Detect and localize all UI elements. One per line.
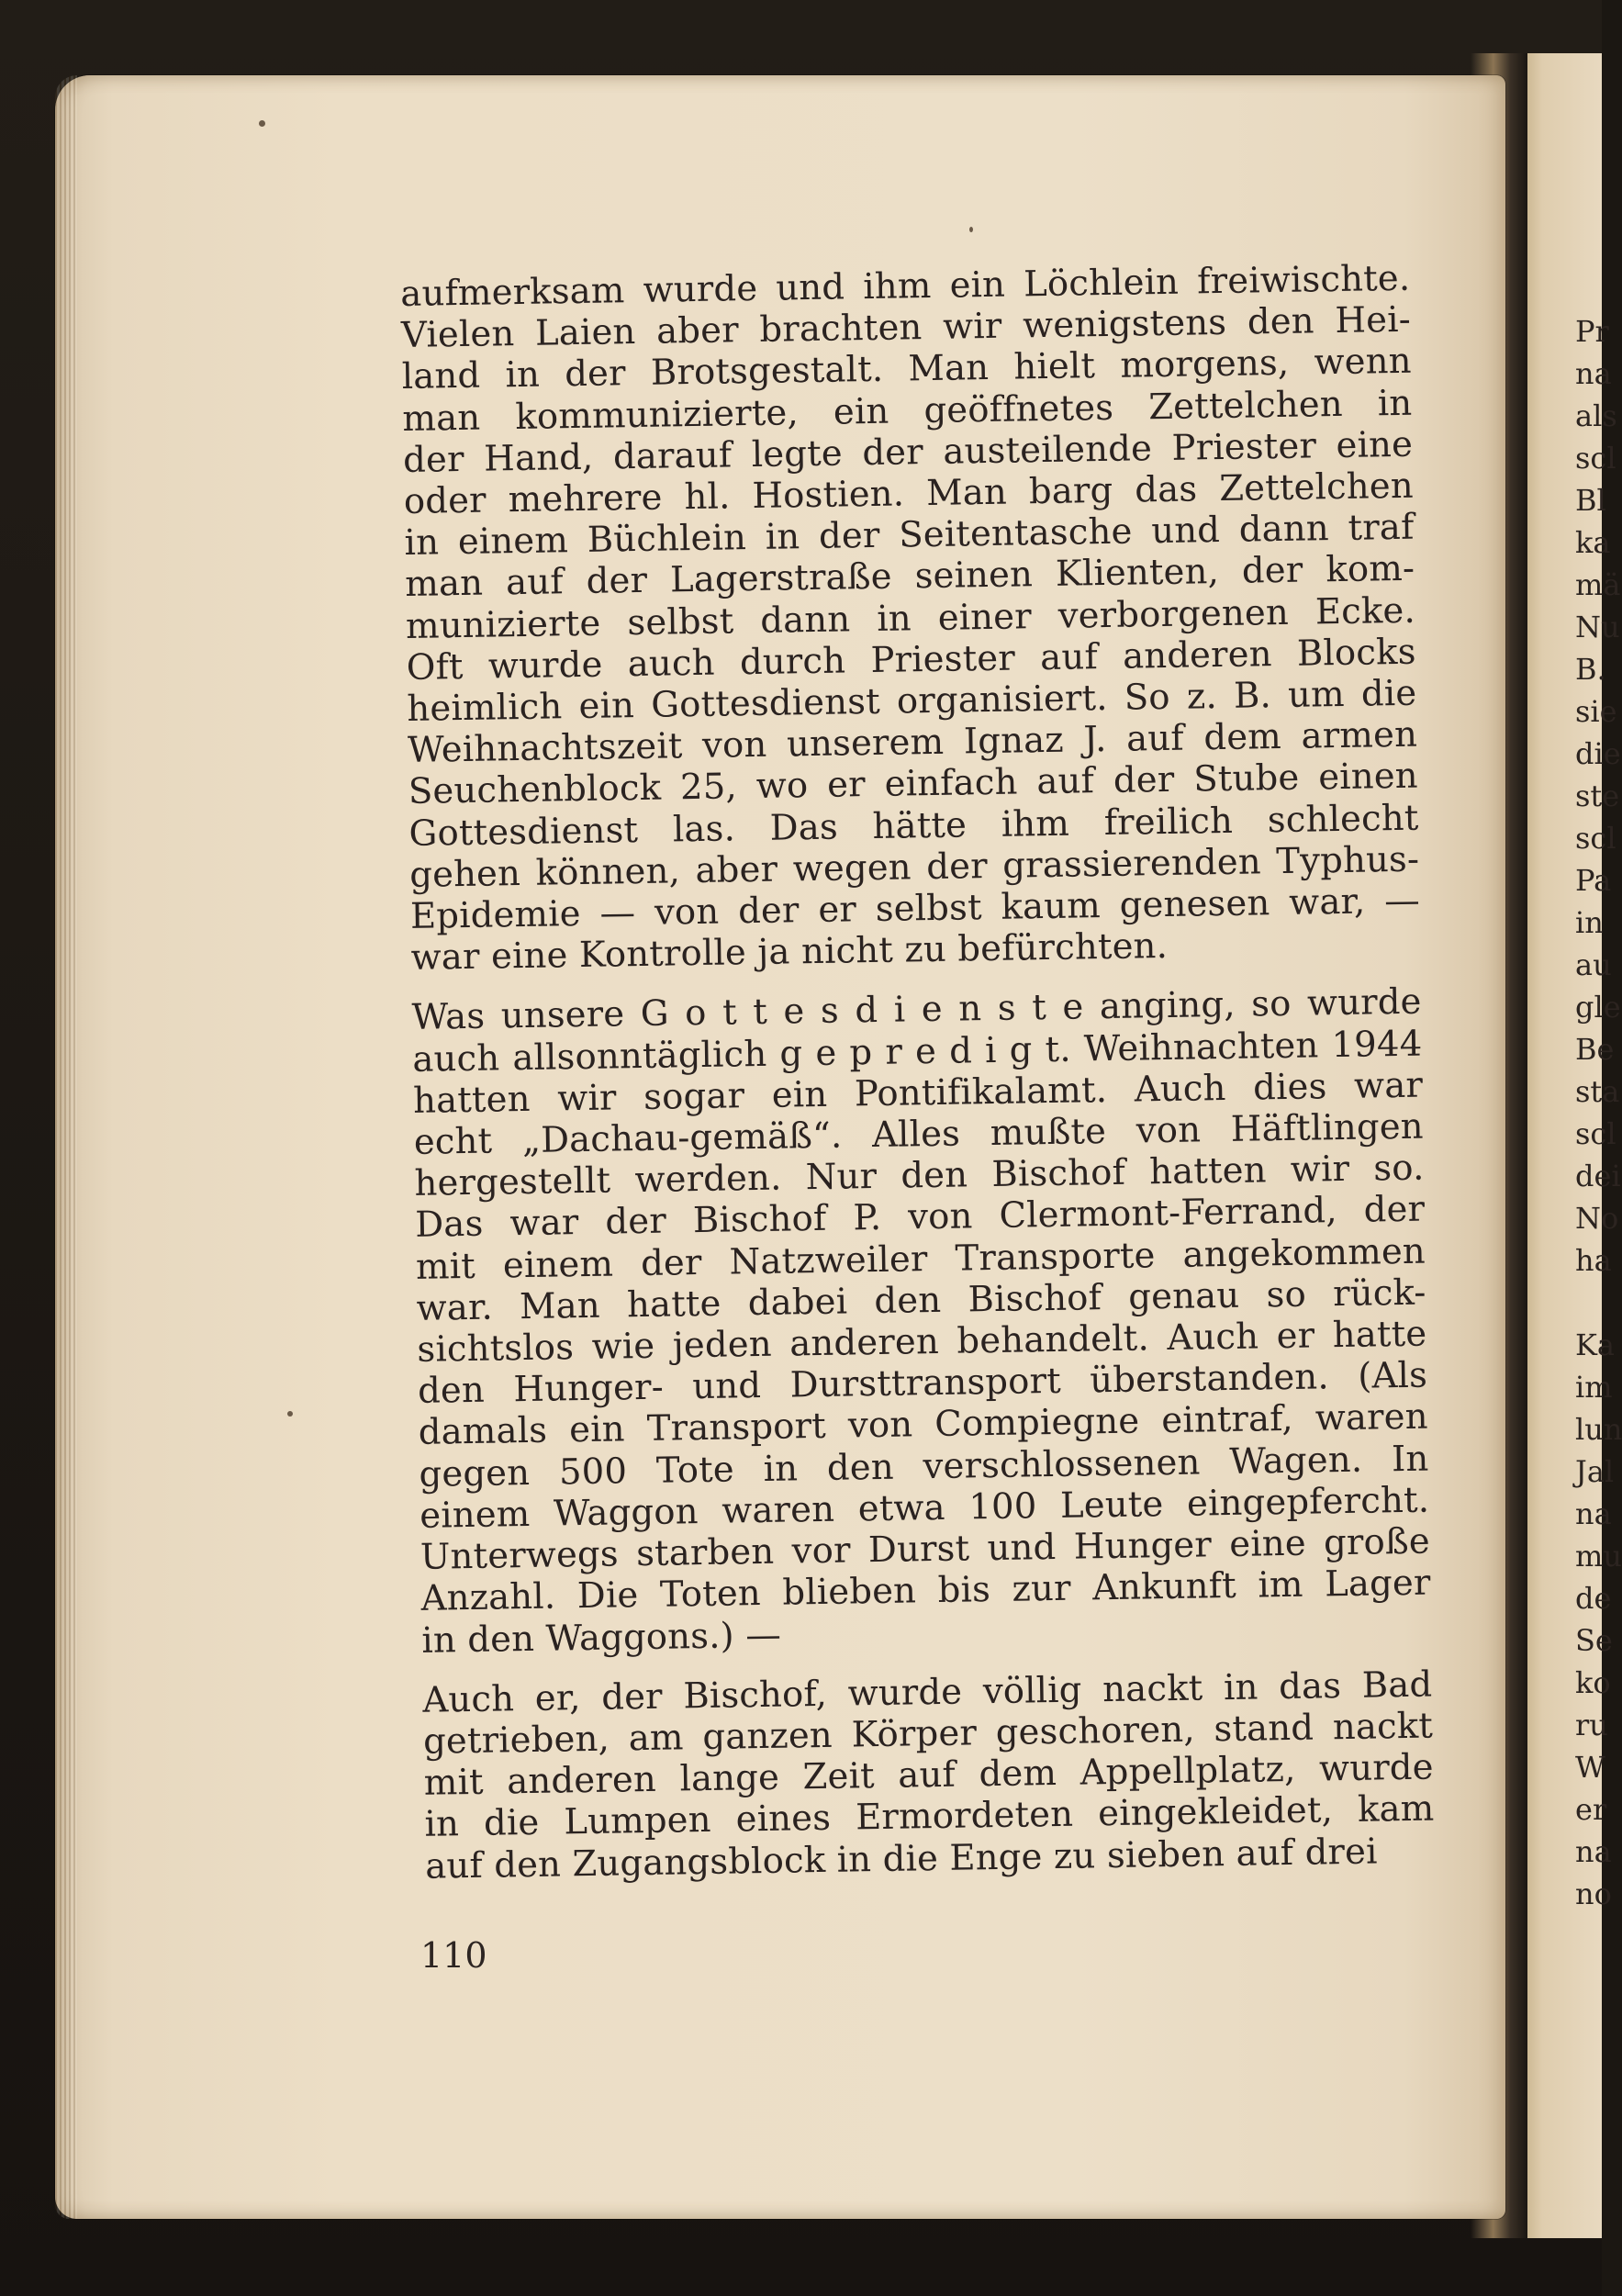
adjacent-page-text xyxy=(1575,310,1622,1915)
page-number: 110 xyxy=(420,1935,487,1976)
adjacent-line: na xyxy=(1575,1496,1612,1531)
text-line: hatten wir sogar ein Pontifikalamt. Auch dies war xyxy=(412,1064,1424,1122)
paper-speck xyxy=(969,227,973,232)
text-line: auch allsonntäglich g e p r e d i g t. Weihnachten 1944 xyxy=(412,1023,1423,1081)
adjacent-line: no xyxy=(1575,1876,1612,1911)
adjacent-line: sie xyxy=(1575,694,1617,729)
text-line: mit einem der Natzweiler Transporte angekommen xyxy=(415,1230,1426,1288)
adjacent-line: im xyxy=(1575,1370,1613,1405)
text-line: man kommunizierte, ein geöffnetes Zettelchen in xyxy=(402,382,1413,440)
text-line: sichtslos wie jeden anderen behandelt. Auch er hatte xyxy=(417,1313,1427,1371)
text-line: Auch er, der Bischof, wurde völlig nackt in das Bad xyxy=(422,1663,1433,1721)
adjacent-line: scl xyxy=(1575,821,1616,856)
text-line: damals ein Transport von Compiegne eintraf, waren xyxy=(418,1396,1429,1454)
text-line: Seuchenblock 25, wo er einfach auf der Stube einen xyxy=(408,756,1419,813)
adjacent-line: Be xyxy=(1575,1032,1615,1067)
adjacent-line: ru xyxy=(1575,1708,1608,1742)
text-line: getrieben, am ganzen Körper geschoren, stand nackt xyxy=(422,1705,1434,1763)
adjacent-line: W xyxy=(1575,1750,1605,1785)
adjacent-line: er xyxy=(1575,1792,1607,1827)
adjacent-line: de xyxy=(1575,1581,1612,1616)
adjacent-line: Jal xyxy=(1575,1454,1615,1489)
text-line: auf den Zugangsblock in die Enge zu sieben auf drei xyxy=(424,1831,1378,1887)
text-line: war. Man hatte dabei den Bischof genau so rück- xyxy=(416,1271,1426,1329)
body-text xyxy=(400,258,1435,1887)
adjacent-line: Se xyxy=(1575,1623,1613,1658)
adjacent-line: au xyxy=(1575,947,1612,982)
adjacent-line: B. xyxy=(1575,652,1606,687)
text-line: Unterwegs starben vor Durst und Hunger eine große xyxy=(419,1520,1431,1578)
text-line: gegen 500 Tote in den verschlossenen Wagen. In xyxy=(419,1438,1429,1495)
text-line: echt „Dachau-gemäß“. Alles mußte von Häftlingen xyxy=(413,1105,1425,1163)
text-line: Oft wurde auch durch Priester auf anderen Blocks xyxy=(406,631,1416,689)
adjacent-line: Pa xyxy=(1575,863,1612,898)
text-line: Vielen Laien aber brachten wir wenigstens den Hei- xyxy=(400,298,1412,357)
adjacent-line: scl xyxy=(1575,1116,1616,1151)
adjacent-line: mu xyxy=(1575,1539,1622,1574)
text-line: aufmerksam wurde und ihm ein Löchlein freiwischte. xyxy=(400,257,1411,315)
text-line: Was unsere G o t t e s d i e n s t e anging, so wurde xyxy=(411,981,1422,1039)
adjacent-line: die xyxy=(1575,736,1621,771)
paragraph xyxy=(400,258,1421,980)
adjacent-line: na xyxy=(1575,1834,1612,1869)
adjacent-line: ko xyxy=(1575,1665,1611,1700)
adjacent-line: dei xyxy=(1575,1159,1621,1193)
adjacent-line: lun xyxy=(1575,1412,1622,1447)
text-line: in den Waggons.) — xyxy=(421,1614,782,1662)
adjacent-line: als xyxy=(1575,398,1617,433)
adjacent-line: Bl xyxy=(1575,483,1606,518)
text-line: gehen können, aber wegen der grassierenden Typhus- xyxy=(408,838,1420,896)
text-line: in einem Büchlein in der Seitentasche und dann traf xyxy=(404,506,1415,565)
text-line: munizierte selbst dann in einer verborgenen Ecke. xyxy=(405,589,1416,647)
text-line: land in der Brotsgestalt. Man hielt morgens, wenn xyxy=(401,341,1412,398)
paragraph xyxy=(422,1663,1435,1887)
text-line: Epidemie — von der er selbst kaum genesen war, — xyxy=(409,879,1421,937)
text-line: war eine Kontrolle ja nicht zu befürchten. xyxy=(410,925,1169,980)
adjacent-line: sta xyxy=(1575,1074,1620,1109)
text-line: einem Waggon waren etwa 100 Leute eingepfercht. xyxy=(419,1479,1430,1537)
text-line: mit anderen lange Zeit auf dem Appellplatz, wurde xyxy=(423,1746,1435,1804)
adjacent-line: Ka xyxy=(1575,1327,1615,1362)
adjacent-line: Pr xyxy=(1575,314,1609,349)
adjacent-line: ste xyxy=(1575,778,1620,813)
adjacent-page xyxy=(1527,53,1622,2238)
text-line: heimlich ein Gottesdienst organisiert. So z. B. um die xyxy=(407,672,1417,730)
paper-speck xyxy=(259,120,265,127)
text-line: in die Lumpen eines Ermordeten eingekleidet, kam xyxy=(424,1787,1435,1846)
text-line: Weihnachtszeit von unserem Ignaz J. auf dem armen xyxy=(407,713,1418,772)
adjacent-line: in xyxy=(1575,905,1604,940)
text-line: den Hunger- und Dursttransport überstanden. (Als xyxy=(417,1354,1428,1413)
adjacent-line: No xyxy=(1575,1201,1619,1236)
text-line: Anzahl. Die Toten blieben bis zur Ankunft im Lager xyxy=(420,1562,1431,1620)
adjacent-line: scl xyxy=(1575,441,1616,476)
text-line: man auf der Lagerstraße seinen Klienten, der kom- xyxy=(404,548,1415,606)
adjacent-line: mä xyxy=(1575,567,1621,602)
text-line: hergestellt werden. Nur den Bischof hatten wir so. xyxy=(414,1147,1425,1205)
adjacent-line: na xyxy=(1575,356,1612,391)
text-line: Das war der Bischof P. von Clermont-Ferrand, der xyxy=(414,1189,1426,1247)
text-line: oder mehrere hl. Hostien. Man barg das Zettelchen xyxy=(403,465,1415,522)
text-line: Gottesdienst las. Das hätte ihm freilich schlecht xyxy=(408,797,1419,855)
adjacent-line: gle xyxy=(1575,990,1621,1025)
adjacent-line: ka xyxy=(1575,525,1611,560)
adjacent-line xyxy=(1575,1282,1622,1324)
paragraph xyxy=(411,981,1431,1661)
page-edge xyxy=(55,75,77,2219)
adjacent-line: ha xyxy=(1575,1243,1612,1278)
paper-speck xyxy=(287,1411,293,1417)
adjacent-line: Nu xyxy=(1575,610,1620,644)
text-line: der Hand, darauf legte der austeilende Priester eine xyxy=(402,423,1414,481)
